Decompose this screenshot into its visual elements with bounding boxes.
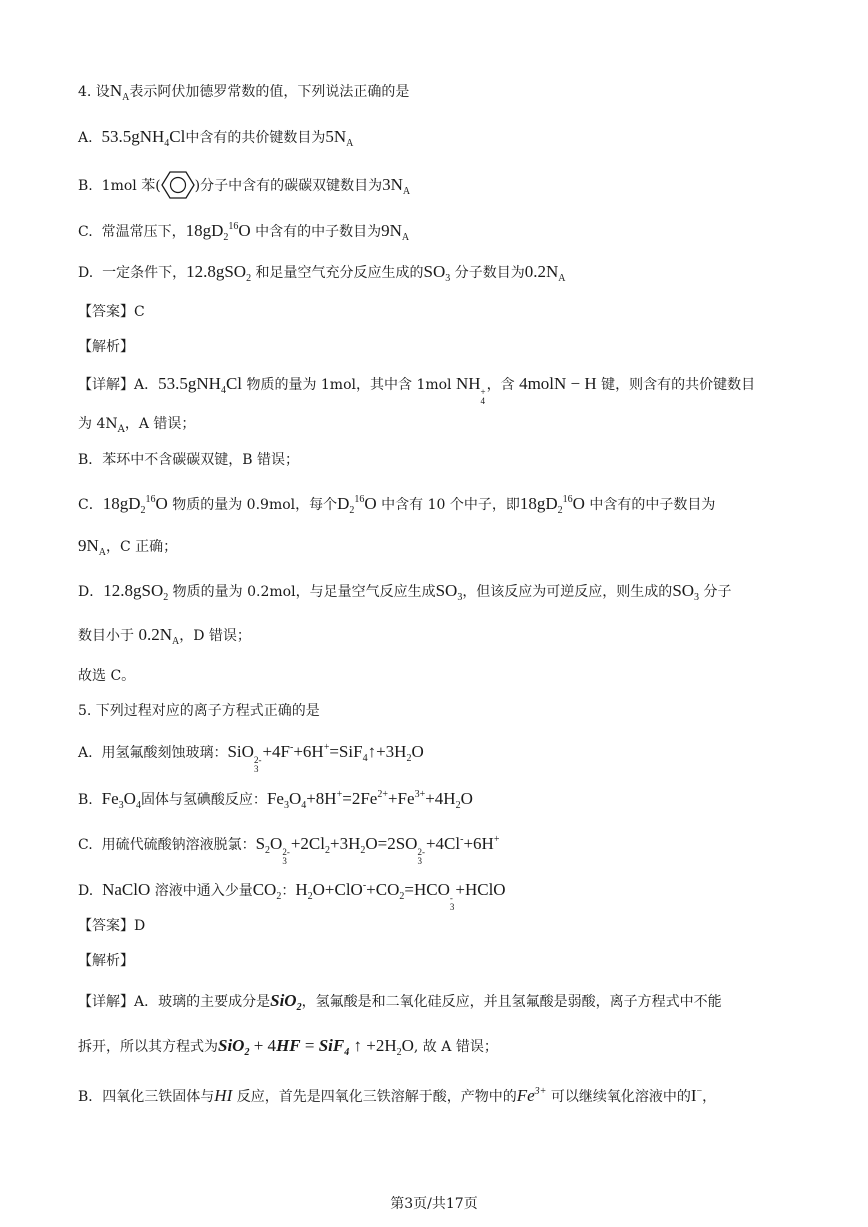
q5-option-b: B. $Fe_3O_4$固体与氢碘酸反应：$Fe_3O_4+8H^+=2Fe^{2+}+Fe^{3+}+4H_2O$ bbox=[78, 789, 473, 811]
q5-detail-b: B．四氧化三铁固体与HI 反应，首先是四氧化三铁溶解于酸，产物中的$Fe^{3+}$ 可以继续氧化溶液中的I−， bbox=[78, 1086, 717, 1105]
q4-option-a: A. 53.5gNH$_4$Cl中含有的共价键数目为$5N_A$ bbox=[78, 127, 354, 149]
q4-option-b: B. 1mol 苯( )分子中含有的碳碳双键数目为$3N_A$ bbox=[78, 170, 828, 203]
q5-option-d: D. NaClO 溶液中通入少量$CO_2$：$H_2O+ClO^-+CO_2=HCO$ - 3 +HClO bbox=[78, 880, 506, 912]
q5-answer: 【答案】D bbox=[78, 918, 146, 934]
q5-stem: 5. 下列过程对应的离子方程式正确的是 bbox=[78, 703, 320, 719]
page-footer: 第3页/共17页 bbox=[390, 1196, 478, 1212]
benzene-structure-icon bbox=[161, 170, 195, 200]
q5-analysis-label: 【解析】 bbox=[78, 953, 134, 969]
q4-conclusion: 故选 C。 bbox=[78, 668, 136, 684]
q4-detail-a: 【详解】A．53.5gNH$_4$Cl 物质的量为 1mol，其中含 1mol NH + 4 ，含 4molN − H 键，则含有的共价键数目 bbox=[78, 374, 756, 406]
q4-detail-a-cont: 为 $4N_A$，A 错误； bbox=[78, 416, 196, 435]
q4-detail-c: C．$18gD_2^{16}O$ 物质的量为 0.9mol，每个$D_2^{16}O$ 中含有 10 个中子，即$18gD_2^{16}O$ 中含有的中子数目为 bbox=[78, 494, 716, 516]
q5-detail-a: 【详解】A．玻璃的主要成分是SiO$_2$，氢氟酸是和二氧化硅反应，并且氢氟酸是弱酸，离子方程式中不能 bbox=[78, 991, 722, 1013]
q4-stem: 4. 设$N_A$表示阿伏加德罗常数的值，下列说法正确的是 bbox=[78, 81, 410, 103]
q4-detail-d-cont: 数目小于 $0.2N_A$，D 错误； bbox=[78, 625, 251, 647]
q4-detail-b: B．苯环中不含碳碳双键，B 错误； bbox=[78, 452, 300, 468]
q4-detail-d: D．12.8gSO$_2$ 物质的量为 0.2mol，与足量空气反应生成$SO_3$，但该反应为可逆反应，则生成的$SO_3$ 分子 bbox=[78, 581, 732, 603]
q4-option-d: D. 一定条件下，12.8gSO$_2$ 和足量空气充分反应生成的$SO_3$ 分子数目为$0.2N_A$ bbox=[78, 262, 566, 284]
q4-option-c: C. 常温常压下，$18gD_2^{16}O$ 中含有的中子数目为$9N_A$ bbox=[78, 221, 410, 243]
q5-detail-a-cont: 拆开，所以其方程式为SiO$_2$ + 4HF = SiF$_4$ ↑ $+2H_2O$, 故 A 错误； bbox=[78, 1036, 498, 1058]
q4-analysis-label: 【解析】 bbox=[78, 339, 134, 355]
q5-option-a: A. 用氢氟酸刻蚀玻璃：SiO 2- 3 $+4F^-+6H^+=SiF_4↑+3H_2O$ bbox=[78, 742, 424, 774]
q4-detail-c-cont: $9N_A$，C 正确； bbox=[78, 536, 178, 558]
q4-answer: 【答案】C bbox=[78, 304, 145, 320]
q5-option-c: C. 用硫代硫酸钠溶液脱氯：$S_2O$ 2- 3 $+2Cl_2+3H_2O=2SO$ 2- 3 +4Cl-+6H+ bbox=[78, 834, 500, 866]
